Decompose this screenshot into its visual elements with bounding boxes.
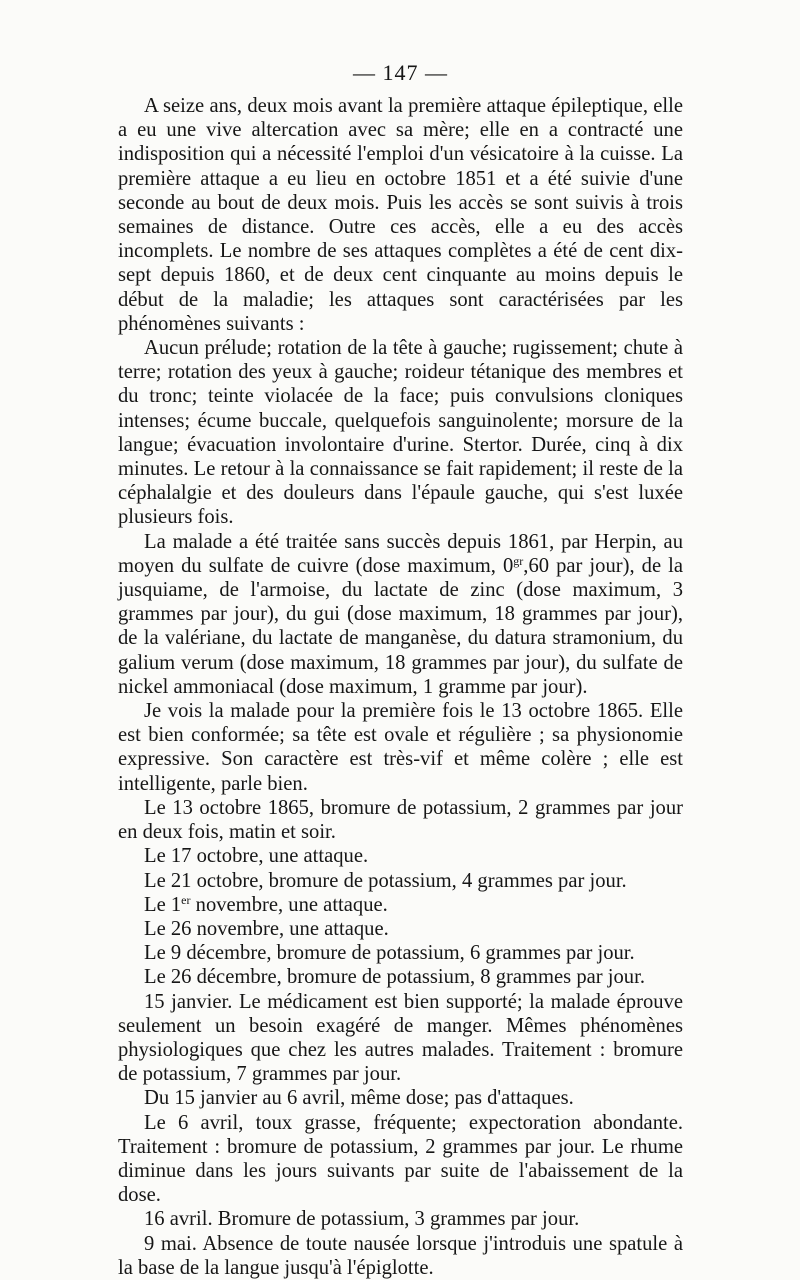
journal-entry-part2: novembre, une attaque. [190,893,388,916]
paragraph-prior-treatment-part2: ,60 par jour), de la jusquiame, de l'armoise, du lactate de zinc (dose maximum, 3 grammes par jour), du gui (dose maximum, 18 grammes par jour), de la valériane, du lactate de manganèse, du datura stramonium, du galium verum (dose maximum, 18 grammes par jour), du sulfate de nickel ammoniacal (dose maximum, 1 gramme par jour). [118,554,683,698]
paragraph-prior-treatment-part1: La malade a été traitée sans succès depuis 1861, par Herpin, au moyen du sulfate de cuivre (dose maximum, 0 [118,530,683,577]
paragraph-prior-treatment [118,530,683,699]
book-page [118,58,683,1280]
journal-entry: 16 avril. Bromure de potassium, 3 grammes par jour. [144,1208,580,1231]
body-text [118,94,683,1280]
ordinal-superscript: er [181,892,191,907]
journal-entry: 15 janvier. Le médicament est bien supporté; la malade éprouve seulement un besoin exagéré de manger. Mêmes phénomènes physiologiques que chez les autres malades. Traitement : bromure de potassium, 7 grammes par jour. [118,990,683,1086]
journal-entry: Le 17 octobre, une attaque. [144,845,369,868]
paragraph-first-visit: Je vois la malade pour la première fois le 13 octobre 1865. Elle est bien conformée; sa tête est ovale et régulière ; sa physionomie expressive. Son caractère est très-vif et même colère ; elle est intelligente, parle bien. [118,700,683,795]
page-number: — 147 — [353,60,448,85]
journal-entry: Le 13 octobre 1865, bromure de potassium, 2 grammes par jour en deux fois, matin et soir. [118,796,683,844]
journal-entry: 9 mai. Absence de toute nausée lorsque j'introduis une spatule à la base de la langue jusqu'à l'épiglotte. [118,1232,683,1279]
paragraph-symptoms: Aucun prélude; rotation de la tête à gauche; rugissement; chute à terre; rotation des yeux à gauche; roideur tétanique des membres et du tronc; teinte violacée de la face; puis convulsions cloniques intenses; écume buccale, quelquefois sanguinolente; morsure de la langue; évacuation involontaire d'urine. Stertor. Durée, cinq à dix minutes. Le retour à la connaissance se fait rapidement; il reste de la céphalalgie et des douleurs dans l'épaule gauche, qui s'est luxée plusieurs fois. [118,337,683,529]
paragraph-history: A seize ans, deux mois avant la première attaque épileptique, elle a eu une vive altercation avec sa mère; elle en a contracté une indisposition qui a nécessité l'emploi d'un vésicatoire à la cuisse. La première attaque a eu lieu en octobre 1851 et a été suivie d'une seconde au bout de deux mois. Puis les accès se sont suivis à trois semaines de distance. Outre ces accès, elle a eu des accès incomplets. Le nombre de ses attaques complètes a été de cent dix-sept depuis 1860, et de deux cent cinquante au moins depuis le début de la maladie; les attaques sont caractérisées par les phénomènes suivants : [118,95,683,335]
journal-entry [118,893,683,917]
journal-entry: Le 26 décembre, bromure de potassium, 8 grammes par jour. [144,966,645,989]
unit-superscript: gr [513,553,524,568]
journal-entry: Le 9 décembre, bromure de potassium, 6 grammes par jour. [144,942,635,965]
journal-entry: Du 15 janvier au 6 avril, même dose; pas d'attaques. [144,1087,574,1110]
journal-entry-part1: Le 1 [144,893,182,916]
journal-entry: Le 6 avril, toux grasse, fréquente; expectoration abondante. Traitement : bromure de potassium, 2 grammes par jour. Le rhume diminue dans les jours suivants par suite de l'abaissement de la dose. [118,1111,683,1207]
journal-entry: Le 26 novembre, une attaque. [144,917,389,940]
journal-entry: Le 21 octobre, bromure de potassium, 4 grammes par jour. [144,869,627,892]
